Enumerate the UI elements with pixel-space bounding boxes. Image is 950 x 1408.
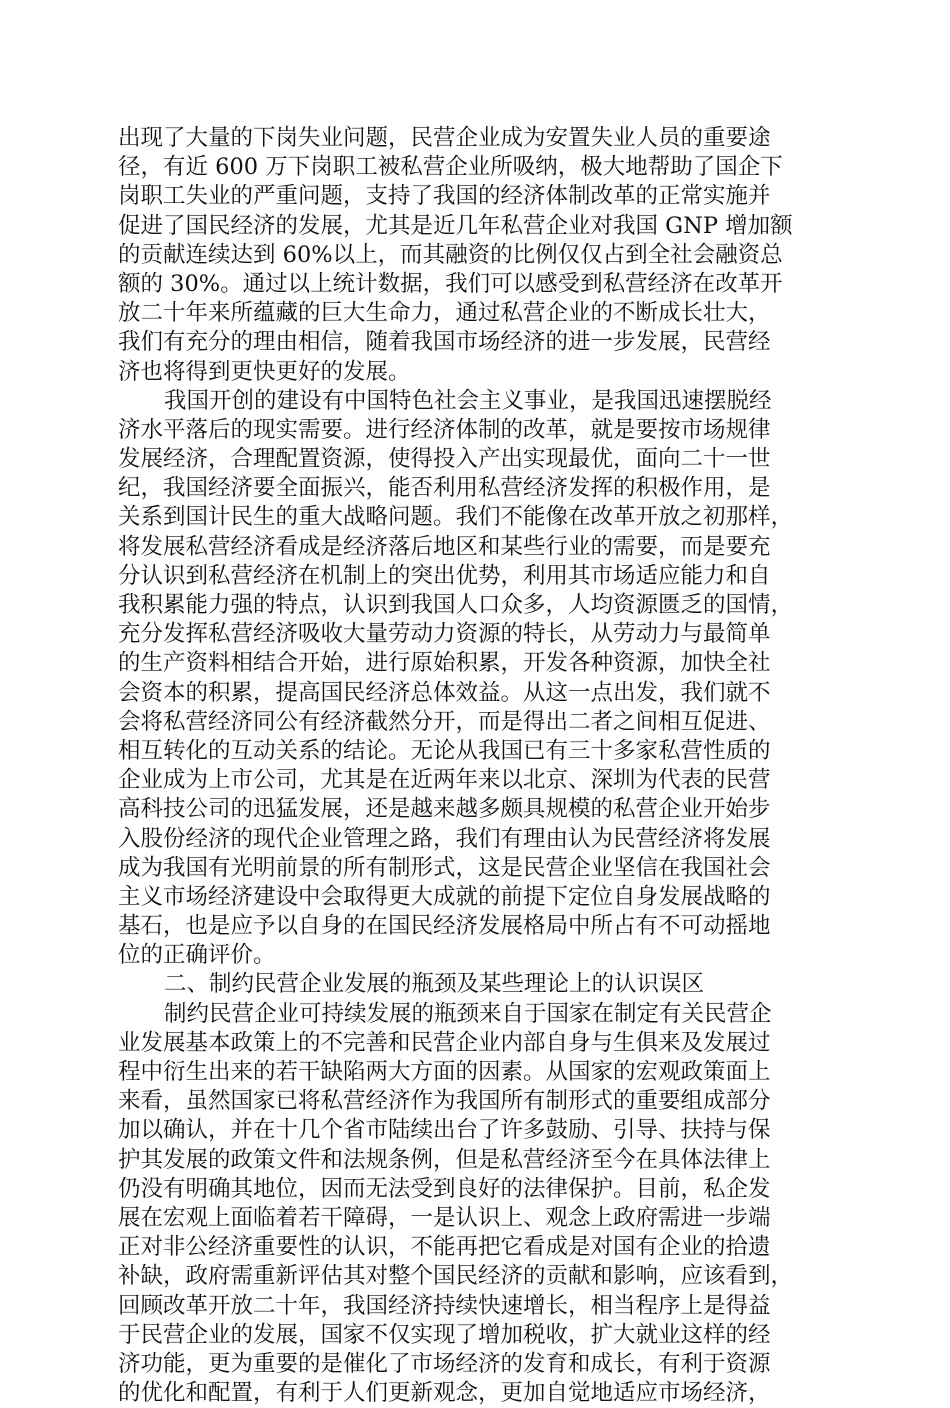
text-line: 济功能，更为重要的是催化了市场经济的发育和成长，有利于资源 — [118, 1350, 771, 1377]
text-line: 促进了国民经济的发展，尤其是近几年私营企业对我国 GNP 增加额 — [118, 212, 793, 239]
text-line: 程中衍生出来的若干缺陷两大方面的因素。从国家的宏观政策面上 — [118, 1059, 771, 1085]
text-line: 发展经济，合理配置资源，使得投入产出实现最优，面向二十一世 — [118, 446, 771, 473]
text-line: 相互转化的互动关系的结论。无论从我国已有三十多家私营性质的 — [118, 737, 771, 764]
text-line: 正对非公经济重要性的认识，不能再把它看成是对国有企业的拾遗 — [118, 1234, 771, 1261]
text-line: 位的正确评价。 — [118, 942, 276, 969]
text-line: 入股份经济的现代企业管理之路，我们有理由认为民营经济将发展 — [118, 825, 771, 852]
text-line: 分认识到私营经济在机制上的突出优势，利用其市场适应能力和自 — [118, 562, 771, 589]
text-line: 济也将得到更快更好的发展。 — [118, 358, 411, 385]
text-line: 会资本的积累，提高国民经济总体效益。从这一点出发，我们就不 — [118, 679, 771, 706]
text-line: 济水平落后的现实需要。进行经济体制的改革，就是要按市场规律 — [118, 416, 771, 443]
text-line: 补缺，政府需重新评估其对整个国民经济的贡献和影响，应该看到， — [118, 1263, 794, 1290]
text-line: 我积累能力强的特点，认识到我国人口众多，人均资源匮乏的国情， — [118, 592, 794, 618]
text-line: 成为我国有光明前景的所有制形式，这是民营企业坚信在我国社会 — [118, 854, 771, 881]
text-line: 基石，也是应予以自身的在国民经济发展格局中所占有不可动摇地 — [118, 913, 771, 940]
text-line: 我们有充分的理由相信，随着我国市场经济的进一步发展，民营经 — [118, 329, 771, 356]
text-line: 二、制约民营企业发展的瓶颈及某些理论上的认识误区 — [164, 971, 705, 998]
text-line: 岗职工失业的严重问题，支持了我国的经济体制改革的正常实施并 — [118, 183, 771, 210]
text-line: 的生产资料相结合开始，进行原始积累，开发各种资源，加快全社 — [118, 650, 771, 677]
text-line: 关系到国计民生的重大战略问题。我们不能像在改革开放之初那样， — [118, 504, 794, 531]
text-line: 纪，我国经济要全面振兴，能否利用私营经济发挥的积极作用，是 — [118, 475, 771, 502]
text-line: 展在宏观上面临着若干障碍，一是认识上、观念上政府需进一步端 — [118, 1204, 771, 1231]
text-line: 会将私营经济同公有经济截然分开，而是得出二者之间相互促进、 — [118, 708, 771, 735]
text-line: 制约民营企业可持续发展的瓶颈来自于国家在制定有关民营企 — [164, 1000, 772, 1027]
text-line: 回顾改革开放二十年，我国经济持续快速增长，相当程序上是得益 — [118, 1292, 771, 1319]
text-line: 来看，虽然国家已将私营经济作为我国所有制形式的重要组成部分 — [118, 1088, 771, 1115]
text-line: 放二十年来所蕴藏的巨大生命力，通过私营企业的不断成长壮大， — [118, 300, 771, 327]
text-line: 于民营企业的发展，国家不仅实现了增加税收，扩大就业这样的经 — [118, 1321, 771, 1348]
text-line: 的贡献连续达到 60%以上，而其融资的比例仅仅占到全社会融资总 — [118, 241, 783, 268]
text-line: 充分发挥私营经济吸收大量劳动力资源的特长，从劳动力与最简单 — [118, 621, 771, 648]
text-line: 的优化和配置，有利于人们更新观念，更加自觉地适应市场经济， — [118, 1380, 771, 1407]
text-line: 将发展私营经济看成是经济落后地区和某些行业的需要，而是要充 — [118, 533, 771, 560]
text-line: 高科技公司的迅猛发展，还是越来越多颇具规模的私营企业开始步 — [118, 796, 771, 823]
text-line: 业发展基本政策上的不完善和民营企业内部自身与生俱来及发展过 — [118, 1029, 771, 1056]
text-line: 加以确认，并在十几个省市陆续出台了许多鼓励、引导、扶持与保 — [118, 1117, 771, 1144]
text-line: 护其发展的政策文件和法规条例，但是私营经济至今在具体法律上 — [118, 1146, 771, 1173]
text-line: 额的 30%。通过以上统计数据，我们可以感受到私营经济在改革开 — [118, 270, 783, 297]
text-line: 出现了大量的下岗失业问题，民营企业成为安置失业人员的重要途 — [118, 125, 771, 151]
text-line: 仍没有明确其地位，因而无法受到良好的法律保护。目前，私企发 — [118, 1175, 771, 1202]
body-text — [118, 124, 830, 1408]
text-line: 企业成为上市公司，尤其是在近两年来以北京、深圳为代表的民营 — [118, 767, 771, 794]
text-line: 径，有近 600 万下岗职工被私营企业所吸纳，极大地帮助了国企下 — [118, 154, 783, 181]
text-line: 主义市场经济建设中会取得更大成就的前提下定位自身发展战略的 — [118, 883, 771, 910]
text-line: 我国开创的建设有中国特色社会主义事业，是我国迅速摆脱经 — [164, 387, 772, 414]
